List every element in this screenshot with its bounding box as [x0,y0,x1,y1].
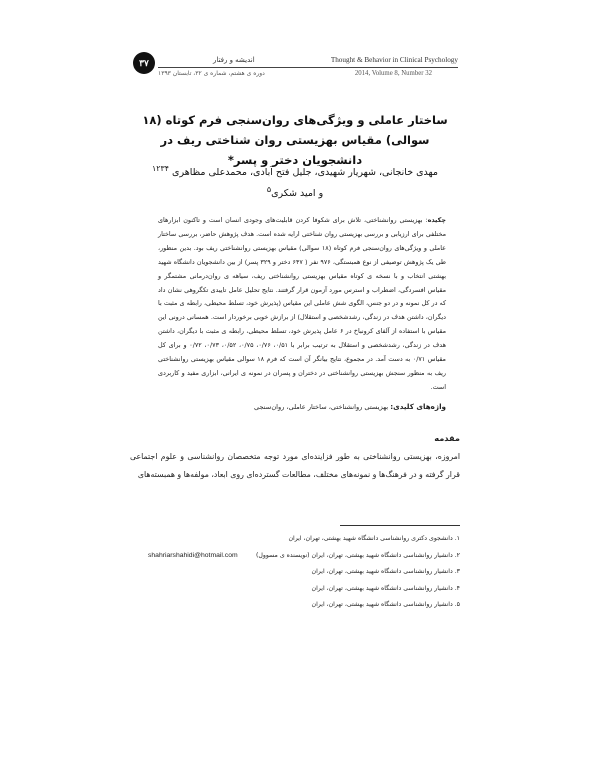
title-footnote-marker: * [227,153,234,167]
footnote-text: دانشیار روانشناسی دانشگاه شهید بهشتی، تهران، ایران [311,568,453,575]
author-sup-5: ۵ [266,185,272,195]
footnote-2 [130,548,460,565]
page-number-badge [133,52,155,74]
footnote-1 [130,531,460,548]
footnote-3 [130,564,460,581]
keywords-label: واژه‌های کلیدی: [390,402,446,411]
authors-line-2 [140,181,450,202]
author-sup-1: ۱ [152,164,157,173]
issue-fa: دوره ی هشتم، شماره ی ۳۲، تابستان ۱۳۹۳ [158,70,265,77]
footnotes [130,531,460,614]
footnote-num: ۲. [454,551,460,559]
authors-line-1-text: مهدی خانجانی، شهریار شهیدی، جلیل فتح آبادی، محمدعلی مظاهری [172,167,438,179]
author-sup-4: ۴ [164,164,169,173]
footnote-num: ۳. [454,568,460,575]
author-list [140,160,450,202]
footnote-num: ۵. [454,601,460,608]
journal-title-en: Thought & Behavior in Clinical Psychology [330,56,458,64]
footnote-num: ۴. [454,584,460,592]
footnote-text: دانشیار روانشناسی دانشگاه شهید بهشتی، تهران، ایران [311,584,453,592]
intro-paragraph: امروزه، بهزیستی روانشناختی به طور فزاینده‌ای مورد توجه متخصصان روانشناسی و علوم اجتماعی قرار گرفته و در فرهنگ‌ها و نمونه‌های مختلف، مطالعات گسترده‌ای روی ابعاد، مولفه‌ها و همبسته‌های [130,452,460,479]
author-sup-3: ۳ [160,164,165,173]
paper-title-text: ساختار عاملی و ویژگی‌های روان‌سنجی فرم کوتاه (۱۸ سوالی) مقیاس بهزیستی روان شناختی ریف در دانشجویان دختر و پسر [142,113,448,167]
abstract-label: چکیده [427,216,446,224]
issue-info [158,70,458,80]
footnote-rule [340,525,460,526]
authors-line-2-text: و امید شکری [271,188,324,200]
abstract-block: چکیده: بهزیستی روانشناختی، تلاش برای شکوفا کردن قابلیت‌های وجودی انسان است و تاکنون ابزارهای مختلفی برای ارزیابی و بررسی بهزیستی روان شناختی ارایه شده است. هدف پژوهش حاضر، بررسی ساختار عاملی و ویژگی‌های روان‌سنجی فرم کوتاه (۱۸ سوالی) مقیاس بهزیستی روانشناختی ریف بود. بدین منظور، طی یک پژوهش توصیفی از نوع همبستگی، ۹۷۶ نفر ( ۶۴۷ دختر و ۳۲۹ پسر) از بین دانشجویان دانشگاه شهید بهشتی انتخاب و با نسخه ی کوتاه مقیاس بهزیستی روانشناختی ریف، سیاهه ی روان‌درمانی مشتمگر و مقیاس افسردگی، اضطراب و استرس مورد آزمون قرار گرفتند. نتایج تحلیل عامل تاییدی تکگروهی نشان داد که در کل نمونه و در دو جنس، الگوی شش عاملی این مقیاس (پذیرش خود، تسلط محیطی، رابطه ی مثبت با دیگران، داشتن هدف در زندگی، رشدشخصی و استقلال) از برازش خوبی برخوردار است. همسانی درونی این مقیاس با استفاده از آلفای کرونباخ در ۶ عامل پذیرش خود، تسلط محیطی، رابطه ی مثبت با دیگران، داشتن هدف در زندگی، رشدشخصی و استقلال به ترتیب برابر با ۰/۵۱، ۰/۷۶، ۰/۷۵، ۰/۵۲، ۰/۷۳، ۰/۷۲ و برای کل مقیاس ۰/۷۱ به دست آمد. در مجموع، نتایج بیانگر آن است که فرم ۱۸ سوالی مقیاس بهزیستی روانشناختی ریف به منظور سنجش بهزیستی روانشناختی در دختران و پسران در نمونه ی ایرانی، ابزاری مفید و کاربردی است. [158,216,447,391]
footnote-text: دانشیار روانشناسی دانشگاه شهید بهشتی، تهران، ایران (نویسنده ی مسوول) [255,551,453,559]
footnote-text: دانشیار روانشناسی دانشگاه شهید بهشتی، تهران، ایران [311,601,453,608]
corresponding-email[interactable]: shahriarshahidi@hotmail.com [148,551,238,559]
page-number: ۳۷ [139,57,149,68]
footnote-4 [130,581,460,598]
author-sup-2: ۲ [156,164,161,173]
intro-heading: مقدمه [434,433,460,443]
keywords-text: بهزیستی روانشناختی، ساختار عاملی، روان‌سنجی [254,403,389,411]
issue-en: 2014, Volume 8, Number 32 [354,70,432,77]
footnote-num: ۱. [454,535,460,542]
abstract-text: بهزیستی روانشناختی، تلاش برای شکوفا کردن قابلیت‌های وجودی انسان است و تاکنون ابزارهای مختلفی برای ارزیابی و بررسی بهزیستی روان شناختی ارایه شده است. هدف پژوهش حاضر، بررسی ساختار عاملی و ویژگی‌های روان‌سنجی فرم کوتاه (۱۸ سوالی) مقیاس بهزیستی روانشناختی ریف بود. بدین منظور، طی یک پژوهش توصیفی از نوع همبستگی، ۹۷۶ نفر ( ۶۴۷ دختر و ۳۲۹ پسر) از بین دانشجویان دانشگاه شهید بهشتی انتخاب و با نسخه ی کوتاه مقیاس بهزیستی روانشناختی ریف، سیاهه ی روان‌درمانی مشتمگر و مقیاس افسردگی، اضطراب و استرس مورد آزمون قرار گرفتند. نتایج تحلیل عامل تاییدی تکگروهی نشان داد که در کل نمونه و در دو جنس، الگوی شش عاملی این مقیاس (پذیرش خود، تسلط محیطی، رابطه ی مثبت با دیگران، داشتن هدف در زندگی، رشدشخصی و استقلال) از برازش خوبی برخوردار است. همسانی درونی این مقیاس با استفاده از آلفای کرونباخ در ۶ عامل پذیرش خود، تسلط محیطی، رابطه ی مثبت با دیگران، داشتن هدف در زندگی، رشدشخصی و استقلال به ترتیب برابر با ۰/۵۱، ۰/۷۶، ۰/۷۵، ۰/۵۲، ۰/۷۳، ۰/۷۲ و برای کل مقیاس ۰/۷۱ به دست آمد. در مجموع، نتایج بیانگر آن است که فرم ۱۸ سوالی مقیاس بهزیستی روانشناختی ریف به منظور سنجش بهزیستی روانشناختی در دختران و پسران در نمونه ی ایرانی، ابزاری مفید و کاربردی است. [158,216,447,391]
authors-line-1 [140,160,450,181]
keywords-line [158,401,446,413]
header-rule [158,67,458,68]
footnote-text: دانشجوی دکتری روانشناسی دانشگاه شهید بهشتی، تهران، ایران [288,535,453,542]
journal-title-fa: اندیشه و رفتار [213,56,255,64]
footnote-5 [130,597,460,614]
